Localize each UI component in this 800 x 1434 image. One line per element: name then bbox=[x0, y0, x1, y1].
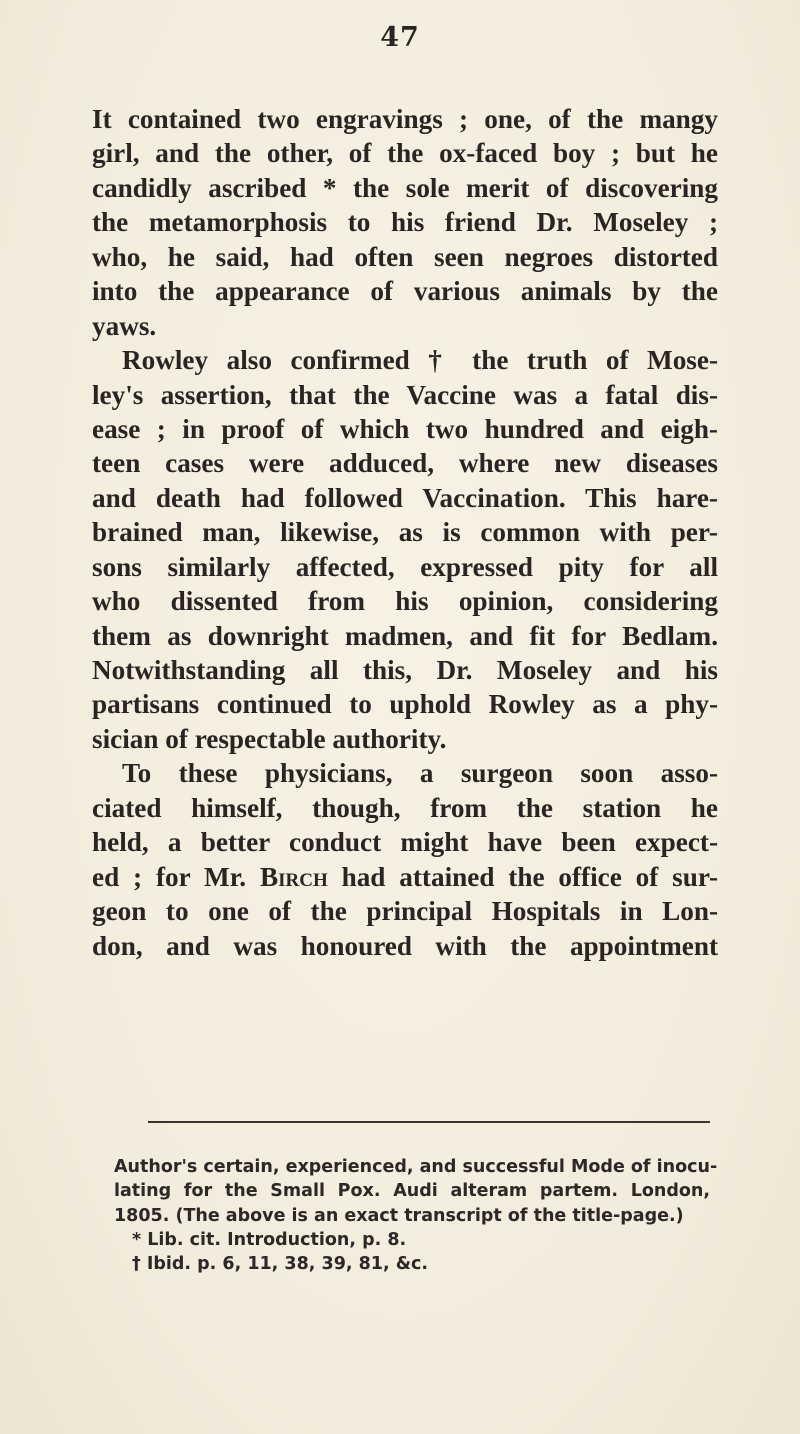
text-line: and death had followed Vaccination. This hare- bbox=[92, 482, 718, 513]
text-line: ease ; in proof of which two hundred and eigh- bbox=[92, 413, 718, 444]
text-line: candidly ascribed * the sole merit of discovering bbox=[92, 172, 718, 203]
text-line: brained man, likewise, as is common with per- bbox=[92, 517, 718, 548]
text-line: girl, and the other, of the ox-faced boy ; but he bbox=[92, 138, 718, 169]
text-line: who dissented from his opinion, considering bbox=[92, 586, 718, 617]
text-line: into the appearance of various animals by the bbox=[92, 276, 718, 307]
text-line: partisans continued to uphold Rowley as a phy- bbox=[92, 689, 718, 720]
paragraph-3 bbox=[92, 756, 718, 963]
footnote-divider bbox=[148, 1121, 710, 1123]
text-line: geon to one of the principal Hospitals in Lon- bbox=[92, 896, 718, 927]
text-line: yaws. bbox=[92, 310, 157, 341]
text-line bbox=[92, 860, 718, 894]
footnote-line: Author's certain, experienced, and successful Mode of inocu- bbox=[114, 1157, 718, 1177]
text-line: who, he said, had often seen negroes distorted bbox=[92, 241, 718, 272]
text-line: teen cases were adduced, where new diseases bbox=[92, 448, 718, 479]
text-line: sician of respectable authority. bbox=[92, 723, 447, 754]
footnotes bbox=[114, 1155, 718, 1276]
surname-birch: Birch bbox=[259, 861, 328, 892]
footnote-line: lating for the Small Pox. Audi alteram partem. London, bbox=[114, 1181, 710, 1202]
text-line: don, and was honoured with the appointment bbox=[92, 930, 718, 961]
footnote-dagger: † Ibid. p. 6, 11, 38, 39, 81, &c. bbox=[132, 1254, 428, 1275]
text-fragment: had attained the office of sur- bbox=[327, 861, 718, 892]
text-fragment: ed ; for Mr. bbox=[92, 861, 260, 892]
footnote-asterisk: * Lib. cit. Introduction, p. 8. bbox=[132, 1229, 407, 1250]
text-line: Rowley also confirmed † the truth of Mose- bbox=[122, 345, 718, 376]
text-line: sons similarly affected, expressed pity for all bbox=[92, 551, 718, 582]
paragraph-2 bbox=[92, 343, 718, 756]
text-line: Notwithstanding all this, Dr. Moseley and his bbox=[92, 655, 718, 685]
text-line: ley's assertion, that the Vaccine was a fatal dis- bbox=[92, 379, 718, 410]
text-line: To these physicians, a surgeon soon asso- bbox=[122, 758, 718, 789]
text-line: held, a better conduct might have been expect- bbox=[92, 827, 718, 858]
text-line: It contained two engravings ; one, of the mangy bbox=[92, 104, 718, 134]
paragraph-1 bbox=[92, 102, 718, 343]
text-line: the metamorphosis to his friend Dr. Moseley ; bbox=[92, 207, 718, 238]
text-line: ciated himself, though, from the station he bbox=[92, 792, 718, 823]
page-number: 47 bbox=[380, 22, 420, 53]
main-text bbox=[92, 102, 718, 963]
footnote-line: 1805. (The above is an exact transcript of the title-page.) bbox=[114, 1205, 684, 1226]
text-line: them as downright madmen, and fit for Bedlam. bbox=[92, 620, 718, 651]
